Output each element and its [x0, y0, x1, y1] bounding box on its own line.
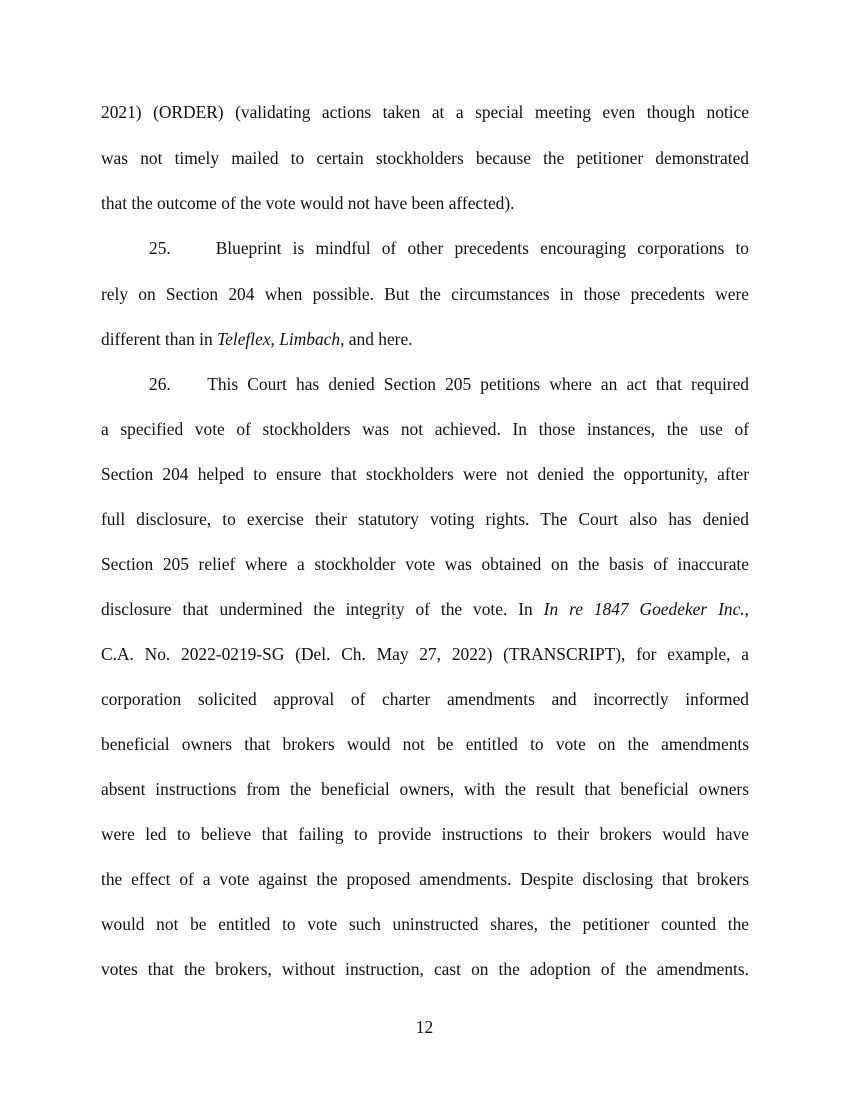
text-line: a specified vote of stockholders was not achieved. In those instances, the use of: [101, 419, 749, 439]
text-run: disclosure that undermined the integrity of the vote. In: [101, 599, 544, 619]
text-line: Section 205 relief where a stockholder vote was obtained on the basis of inaccurate: [101, 554, 749, 574]
text-line: would not be entitled to vote such uninstructed shares, the petitioner counted the: [101, 914, 749, 934]
text-line: Section 204 helped to ensure that stockholders were not denied the opportunity, after: [101, 464, 749, 484]
case-name-limbach: Limbach: [279, 329, 341, 349]
text-line: [101, 598, 749, 620]
text-line: the effect of a vote against the proposed amendments. Despite disclosing that brokers: [101, 869, 749, 889]
text-line: rely on Section 204 when possible. But the circumstances in those precedents were: [101, 284, 749, 304]
paragraph-25-line: 25. Blueprint is mindful of other precedents encouraging corporations to: [149, 238, 749, 258]
case-name-teleflex: Teleflex: [217, 329, 271, 349]
text-line: were led to believe that failing to provide instructions to their brokers would have: [101, 824, 749, 844]
text-run: , and here.: [340, 329, 413, 349]
text-line: corporation solicited approval of charter amendments and incorrectly informed: [101, 689, 749, 709]
text-line: was not timely mailed to certain stockholders because the petitioner demonstrated: [101, 148, 749, 168]
text-line: full disclosure, to exercise their statutory voting rights. The Court also has denied: [101, 509, 749, 529]
text-line: [101, 328, 749, 350]
text-run: ,: [744, 599, 749, 619]
text-line: votes that the brokers, without instruction, cast on the adoption of the amendments.: [101, 959, 749, 979]
text-run: ,: [270, 329, 280, 349]
text-line: absent instructions from the beneficial owners, with the result that beneficial owners: [101, 779, 749, 799]
text-line: that the outcome of the vote would not have been affected).: [101, 193, 515, 213]
paragraph-26-line: 26. This Court has denied Section 205 petitions where an act that required: [149, 374, 749, 394]
text-run: different than in: [101, 329, 218, 349]
page-number: 12: [415, 1017, 434, 1037]
case-name-goedeker: In re 1847 Goedeker Inc.: [543, 599, 745, 619]
text-line: C.A. No. 2022-0219-SG (Del. Ch. May 27, 2022) (TRANSCRIPT), for example, a: [101, 644, 749, 664]
text-line: beneficial owners that brokers would not be entitled to vote on the amendments: [101, 734, 749, 754]
text-line: 2021) (ORDER) (validating actions taken at a special meeting even though notice: [101, 102, 749, 122]
